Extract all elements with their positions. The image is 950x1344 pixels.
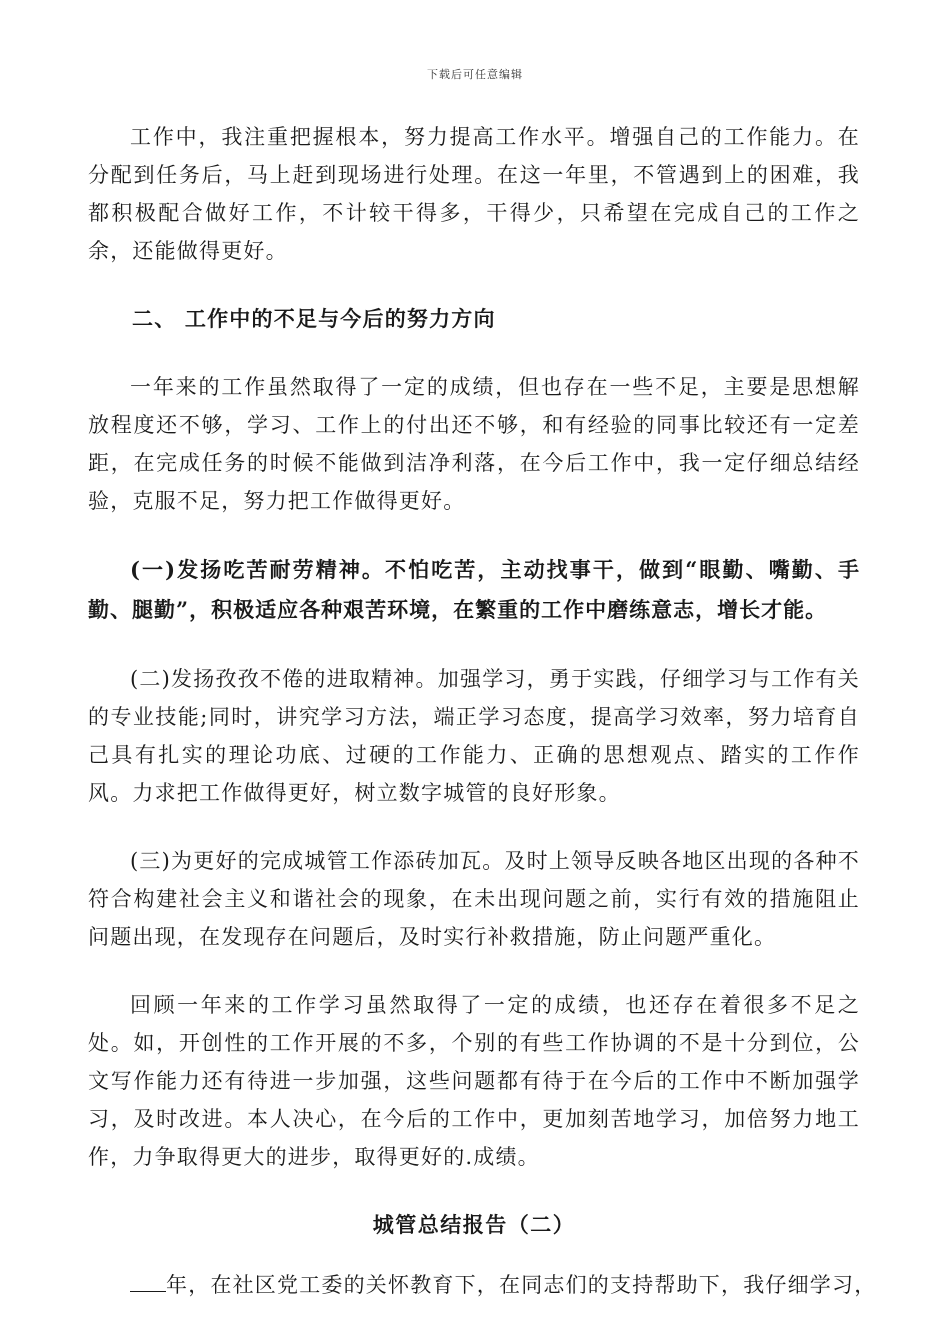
paragraph-point-two: (二)发扬孜孜不倦的进取精神。加强学习，勇于实践，仔细学习与工作有关的专业技能;同时，讲究学习方法，端正学习态度，提高学习效率，努力培育自己具有扎实的理论功底、过硬的工作能力、正确的思想观点、踏实的工作作风。力求把工作做得更好，树立数字城管的良好形象。: [88, 667, 860, 805]
blank-underline: [130, 1271, 166, 1292]
paragraph-point-three: (三)为更好的完成城管工作添砖加瓦。及时上领导反映各地区出现的各种不符合构建社会主义和谐社会的现象，在未出现问题之前，实行有效的措施阻止问题出现，在发现存在问题后，及时实行补救措施，防止问题严重化。: [88, 849, 860, 949]
paragraph-review: 回顾一年来的工作学习虽然取得了一定的成绩，也还存在着很多不足之处。如，开创性的工作开展的不多，个别的有些工作协调的不是十分到位，公文写作能力还有待进一步加强，这些问题都有待于在今后的工作中不断加强学习，及时改进。本人决心，在今后的工作中，更加刻苦地学习，加倍努力地工作，力争取得更大的进步，取得更好的.成绩。: [88, 993, 860, 1169]
section-heading-shortcomings: 二、 工作中的不足与今后的努力方向: [132, 306, 496, 331]
header-note: 下载后可任意编辑: [427, 68, 523, 81]
paragraph-report-two-start: [88, 1266, 877, 1304]
paragraph-report-two-text: 年，在社区党工委的关怀教育下，在同志们的支持帮助下，我仔细学习，: [166, 1273, 877, 1297]
report-title: 城管总结报告（二）: [372, 1212, 576, 1237]
paragraph-point-one: (一)发扬吃苦耐劳精神。不怕吃苦，主动找事干，做到“眼勤、嘴勤、手勤、腿勤”，积极适应各种艰苦环境，在繁重的工作中磨练意志，增长才能。: [88, 557, 860, 622]
paragraph-shortcomings: 一年来的工作虽然取得了一定的成绩，但也存在一些不足，主要是思想解放程度还不够，学习、工作上的付出还不够，和有经验的同事比较还有一定差距，在完成任务的时候不能做到洁净利落，在今后工作中，我一定仔细总结经验，克服不足，努力把工作做得更好。: [88, 375, 860, 513]
paragraph-work-summary: 工作中，我注重把握根本，努力提高工作水平。增强自己的工作能力。在分配到任务后，马上赶到现场进行处理。在这一年里，不管遇到上的困难，我都积极配合做好工作，不计较干得多，干得少，只希望在完成自己的工作之余，还能做得更好。: [88, 125, 860, 263]
document-body: [88, 118, 877, 1304]
